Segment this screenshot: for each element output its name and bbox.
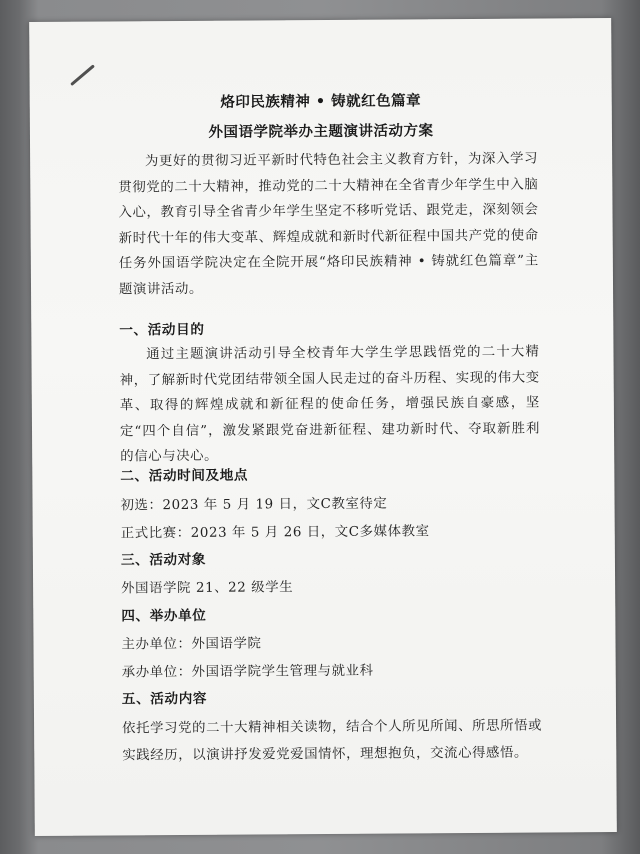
organizer-host: 主办单位：外国语学院 (121, 636, 262, 653)
document-title: 烙印民族精神 • 铸就红色篇章 (220, 93, 422, 111)
schedule-preliminary: 初选：2023 年 5 月 19 日，文C教室待定 (120, 496, 388, 514)
schedule-final: 正式比赛：2023 年 5 月 26 日，文C多媒体教室 (120, 524, 430, 542)
organizer-undertaker: 承办单位：外国语学院学生管理与就业科 (121, 663, 374, 681)
pen-mark (70, 64, 95, 86)
section-heading-purpose: 一、活动目的 (119, 321, 205, 339)
intro-paragraph: 为更好的贯彻习近平新时代特色社会主义教育方针，为深入学习贯彻党的二十大精神，推动党的二十大精神在全省青少年学生中入脑入心，教育引导全省青少年学生坚定不移听党话、跟党走，深刻领会新时代十年的伟大变革、辉煌成就和新时代新征程中国共产党的使命任务外国语学院决定在全院开展“烙印民族精神 • 铸就红色篇章”主题演讲活动。 (118, 151, 539, 297)
section-heading-organizers: 四、举办单位 (121, 607, 207, 625)
purpose-paragraph: 通过主题演讲活动引导全校青年大学生学思践悟党的二十大精神，了解新时代党团结带领全国人民走过的奋斗历程、实现的伟大变革、取得的辉煌成就和新征程的使命任务，增强民族自豪感，坚定“四个自信”，激发紧跟党奋进新征程、建功新时代、夺取新胜利的信心与决心。 (119, 344, 541, 465)
section-heading-participants: 三、活动对象 (120, 551, 207, 569)
document-page (29, 18, 617, 836)
document-subtitle: 外国语学院举办主题演讲活动方案 (208, 123, 434, 141)
participants-line: 外国语学院 21、22 级学生 (121, 580, 294, 597)
section-heading-time-place: 二、活动时间及地点 (120, 467, 249, 485)
content-paragraph: 依托学习党的二十大精神相关读物，结合个人所见所闻、所思所悟或实践经历，以演讲抒发爱党爱国情怀，理想抱负，交流心得感悟。 (122, 718, 543, 764)
section-heading-content: 五、活动内容 (121, 690, 208, 708)
